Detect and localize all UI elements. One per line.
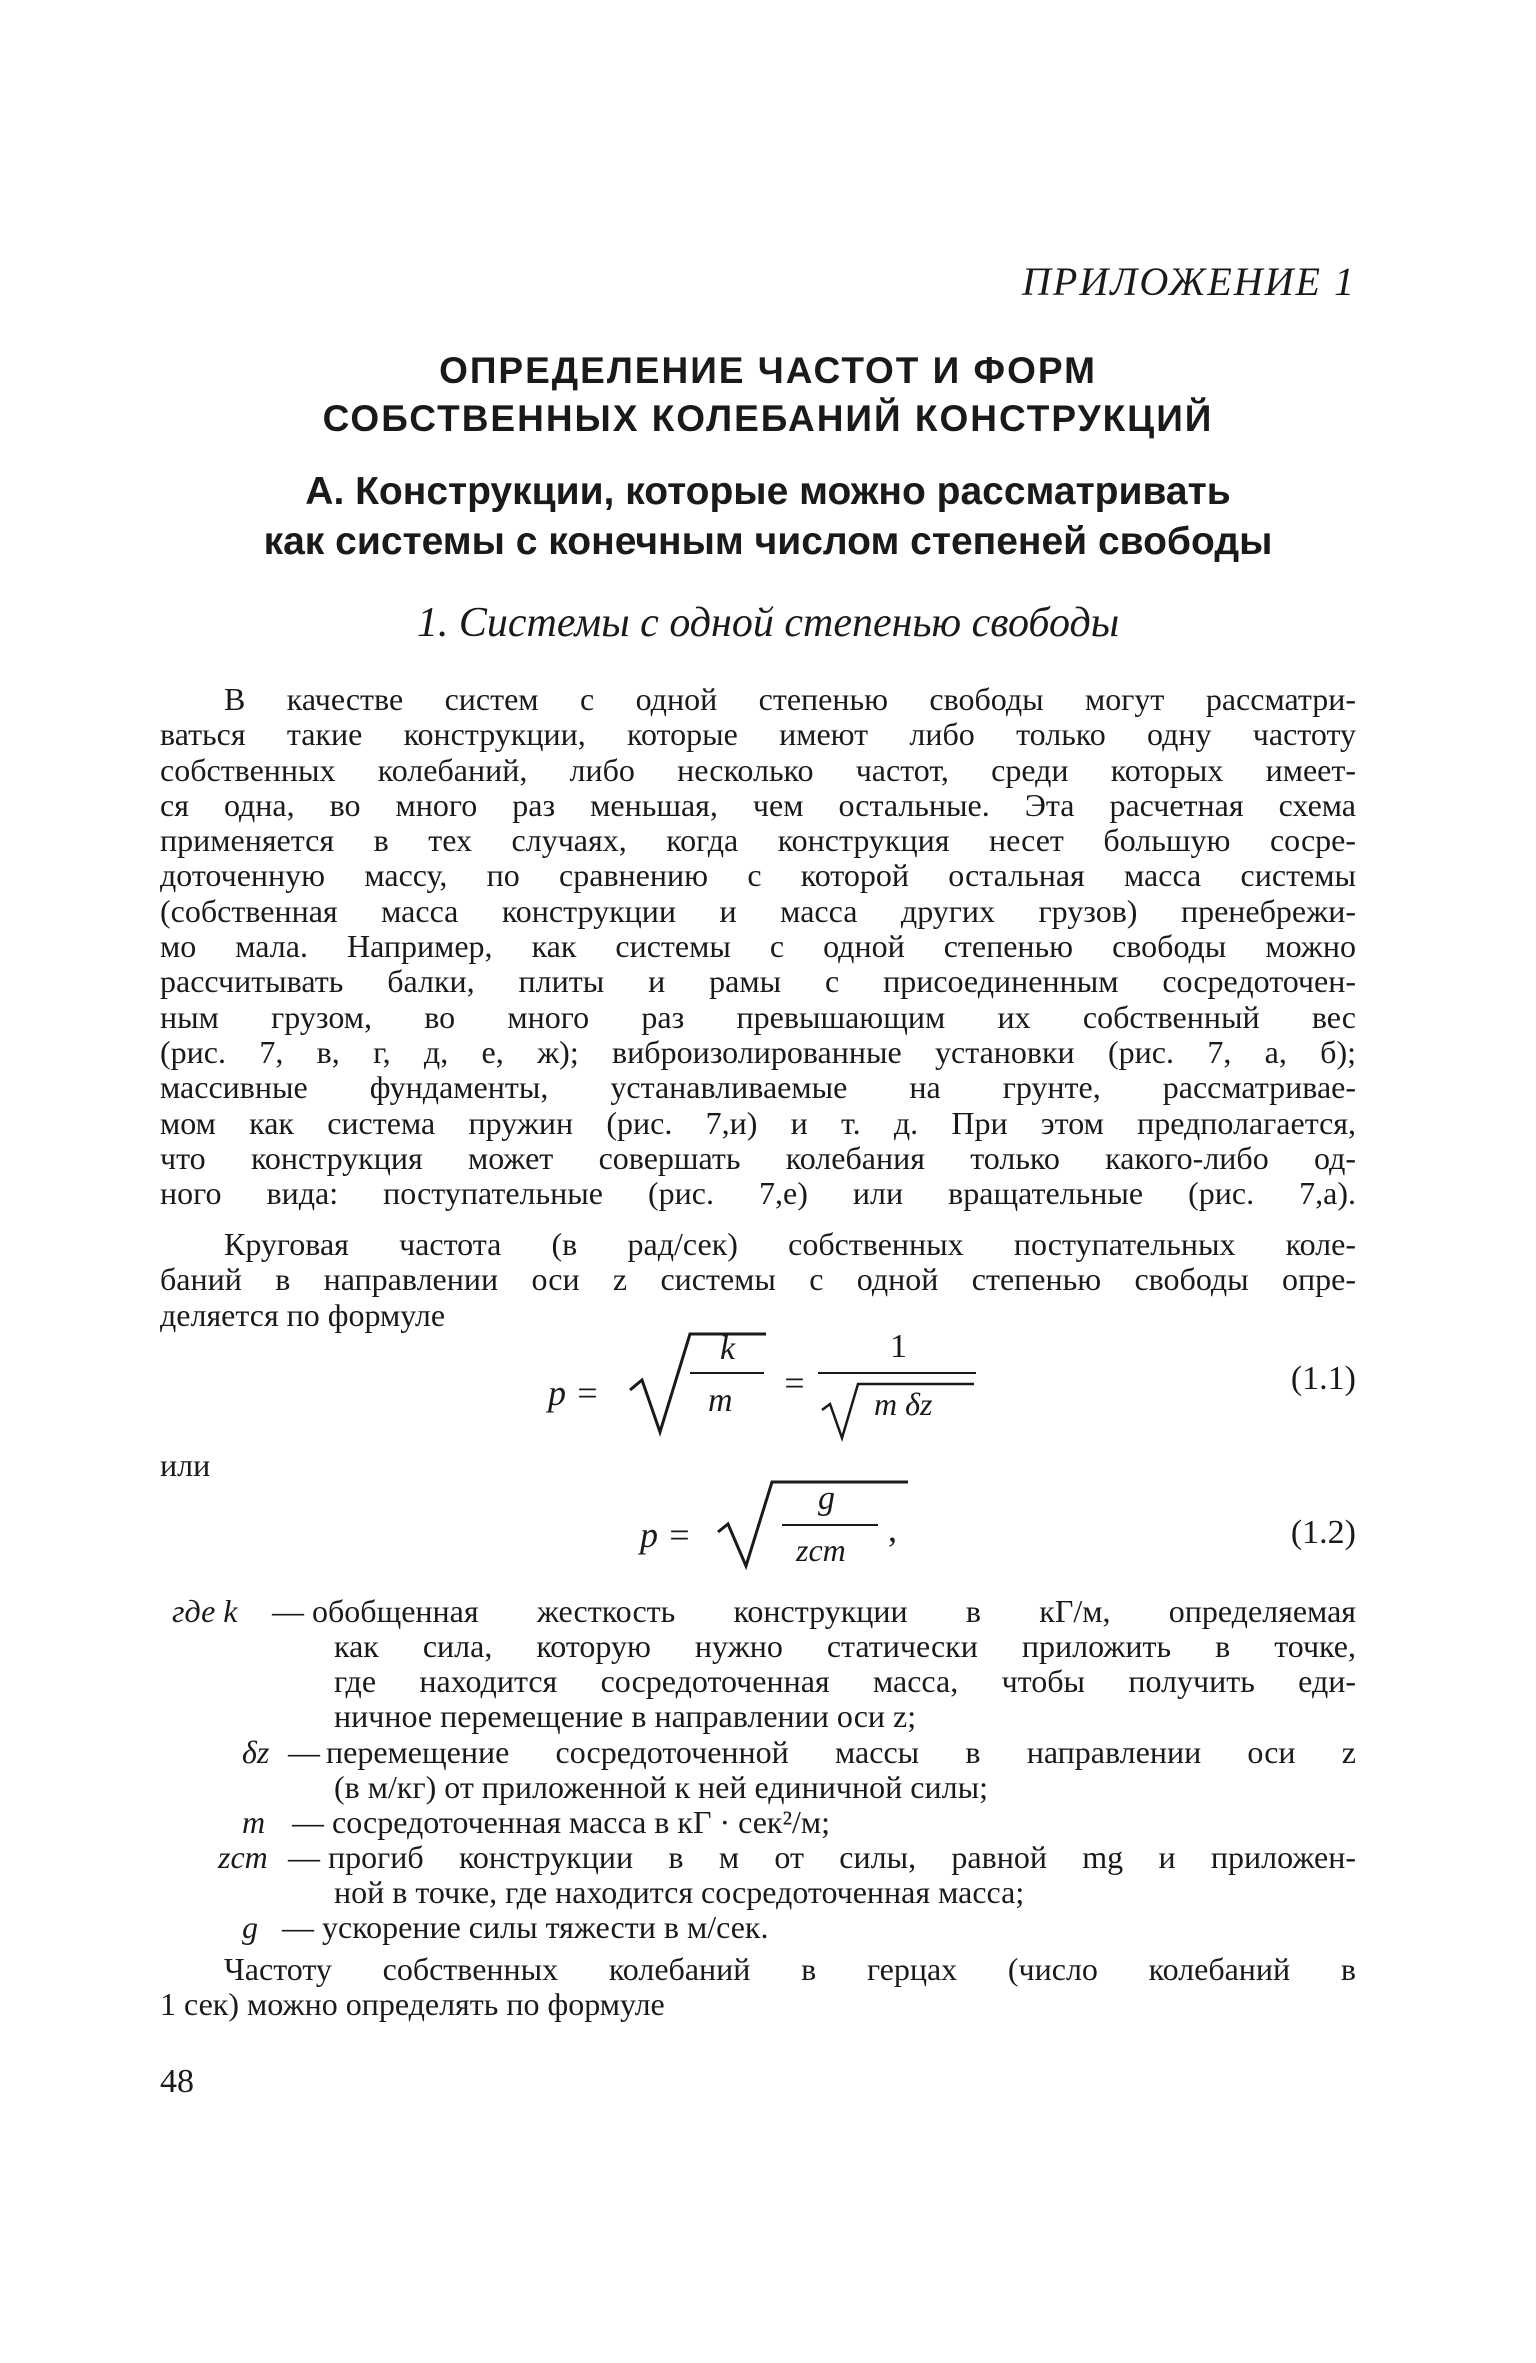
paragraph-line: (собственная масса конструкции и масса других грузов) пренебрежи- — [160, 892, 1356, 929]
formula-denominator: m — [708, 1382, 733, 1419]
page-number: 48 — [160, 2063, 194, 2100]
definition-term: δz — [242, 1734, 270, 1770]
definition-term: m — [242, 1804, 266, 1840]
definition-text: перемещение сосредоточенной массы в направлении оси z — [326, 1734, 1356, 1770]
or-word: или — [160, 1447, 211, 1483]
paragraph-line: ного вида: поступательные (рис. 7,е) или вращательные (рис. 7,а). — [160, 1175, 1356, 1212]
definition-term: g — [242, 1909, 258, 1945]
definition-text: где находится сосредоточенная масса, чтобы получить еди- — [334, 1663, 1356, 1699]
definition-dash: — — [292, 1804, 324, 1840]
section-heading-line-2: как системы с конечным числом степеней свободы — [263, 520, 1273, 563]
title-line-2: СОБСТВЕННЫХ КОЛЕБАНИЙ КОНСТРУКЦИЙ — [322, 398, 1214, 439]
paragraph-line: собственных колебаний, либо несколько частот, среди которых имеет- — [160, 751, 1356, 788]
fraction-bar — [690, 1372, 764, 1374]
definitions-list — [160, 1594, 1356, 1954]
paragraph-line: деляется по формуле — [160, 1296, 446, 1333]
definition-text: ничное перемещение в направлении оси z; — [334, 1698, 917, 1734]
definition-dash: — — [282, 1909, 314, 1945]
paragraph-line: (рис. 7, в, г, д, е, ж); виброизолированные установки (рис. 7, а, б); — [160, 1033, 1356, 1070]
equation-number: (1.1) — [1290, 1360, 1356, 1397]
fraction-bar — [782, 1524, 878, 1526]
formula-numerator: g — [818, 1480, 835, 1517]
subsection-heading: 1. Системы с одной степенью свободы — [416, 600, 1120, 646]
title-line-1: ОПРЕДЕЛЕНИЕ ЧАСТОТ И ФОРМ — [439, 350, 1097, 391]
formula-comma: , — [888, 1509, 897, 1549]
section-heading-line-1: А. Конструкции, которые можно рассматривать — [305, 470, 1231, 513]
paragraph-line: доточенную массу, по сравнению с которой остальная масса системы — [160, 857, 1356, 894]
paragraph-line: В качестве систем с одной степенью свободы могут рассматри- — [224, 681, 1356, 717]
paragraph-1 — [160, 682, 1356, 1211]
definition-text: обобщенная жесткость конструкции в кГ/м, определяемая — [312, 1593, 1356, 1629]
definition-term: zст — [218, 1839, 268, 1875]
paragraph-line: ваться такие конструкции, которые имеют либо только одну частоту — [160, 716, 1356, 753]
formula-denominator: m δz — [874, 1386, 933, 1422]
definition-dash: — — [272, 1593, 304, 1629]
paragraph-line: что конструкция может совершать колебания только какого-либо од- — [160, 1139, 1356, 1176]
paragraph-line: Круговая частота (в рад/сек) собственных поступательных коле- — [224, 1226, 1356, 1262]
formula-denominator: zст — [796, 1532, 846, 1568]
paragraph-line: ся одна, во много раз меньшая, чем остальные. Эта расчетная схема — [160, 786, 1356, 823]
paragraph-line: мо мала. Например, как системы с одной степенью свободы можно — [160, 928, 1356, 965]
formula-lhs: p = — [548, 1373, 600, 1413]
paragraph-line: мом как система пружин (рис. 7,и) и т. д. При этом предполагается, — [160, 1104, 1356, 1141]
equation-number: (1.2) — [1290, 1514, 1356, 1551]
definition-text: (в м/кг) от приложенной к ней единичной силы; — [334, 1769, 988, 1805]
paragraph-2 — [160, 1227, 1356, 1333]
formula-lhs: p = — [640, 1515, 692, 1555]
definition-text: сосредоточенная масса в кГ · сек²/м; — [332, 1804, 831, 1840]
formula-equals: = — [782, 1363, 807, 1403]
sqrt-sign-icon — [628, 1328, 768, 1438]
running-head: ПРИЛОЖЕНИЕ 1 — [1022, 259, 1356, 304]
paragraph-line: рассчитывать балки, плиты и рамы с присоединенным сосредоточен- — [160, 963, 1356, 1000]
definition-term: где k — [172, 1593, 238, 1629]
definition-text: ускорение силы тяжести в м/сек. — [322, 1909, 769, 1945]
definition-dash: — — [288, 1734, 320, 1770]
paragraph-line: ным грузом, во много раз превышающим их собственный вес — [160, 998, 1356, 1035]
paragraph-line: Частоту собственных колебаний в герцах (число колебаний в — [224, 1951, 1356, 1987]
paragraph-line: баний в направлении оси z системы с одной степенью свободы опре- — [160, 1261, 1356, 1298]
paragraph-3 — [160, 1952, 1356, 2023]
fraction-bar — [818, 1372, 976, 1374]
formula-numerator: 1 — [890, 1328, 907, 1365]
definition-dash: — — [288, 1839, 320, 1875]
paragraph-line: 1 сек) можно определять по формуле — [160, 1986, 665, 2023]
formula-numerator: k — [720, 1330, 736, 1367]
paragraph-line: применяется в тех случаях, когда конструкция несет большую сосре- — [160, 822, 1356, 859]
definition-text: прогиб конструкции в м от силы, равной mg и приложен- — [328, 1839, 1356, 1875]
paragraph-line: массивные фундаменты, устанавливаемые на грунте, рассматривае- — [160, 1069, 1356, 1106]
definition-text: как сила, которую нужно статически приложить в точке, — [334, 1628, 1356, 1664]
definition-text: ной в точке, где находится сосредоточенная масса; — [334, 1874, 1025, 1910]
